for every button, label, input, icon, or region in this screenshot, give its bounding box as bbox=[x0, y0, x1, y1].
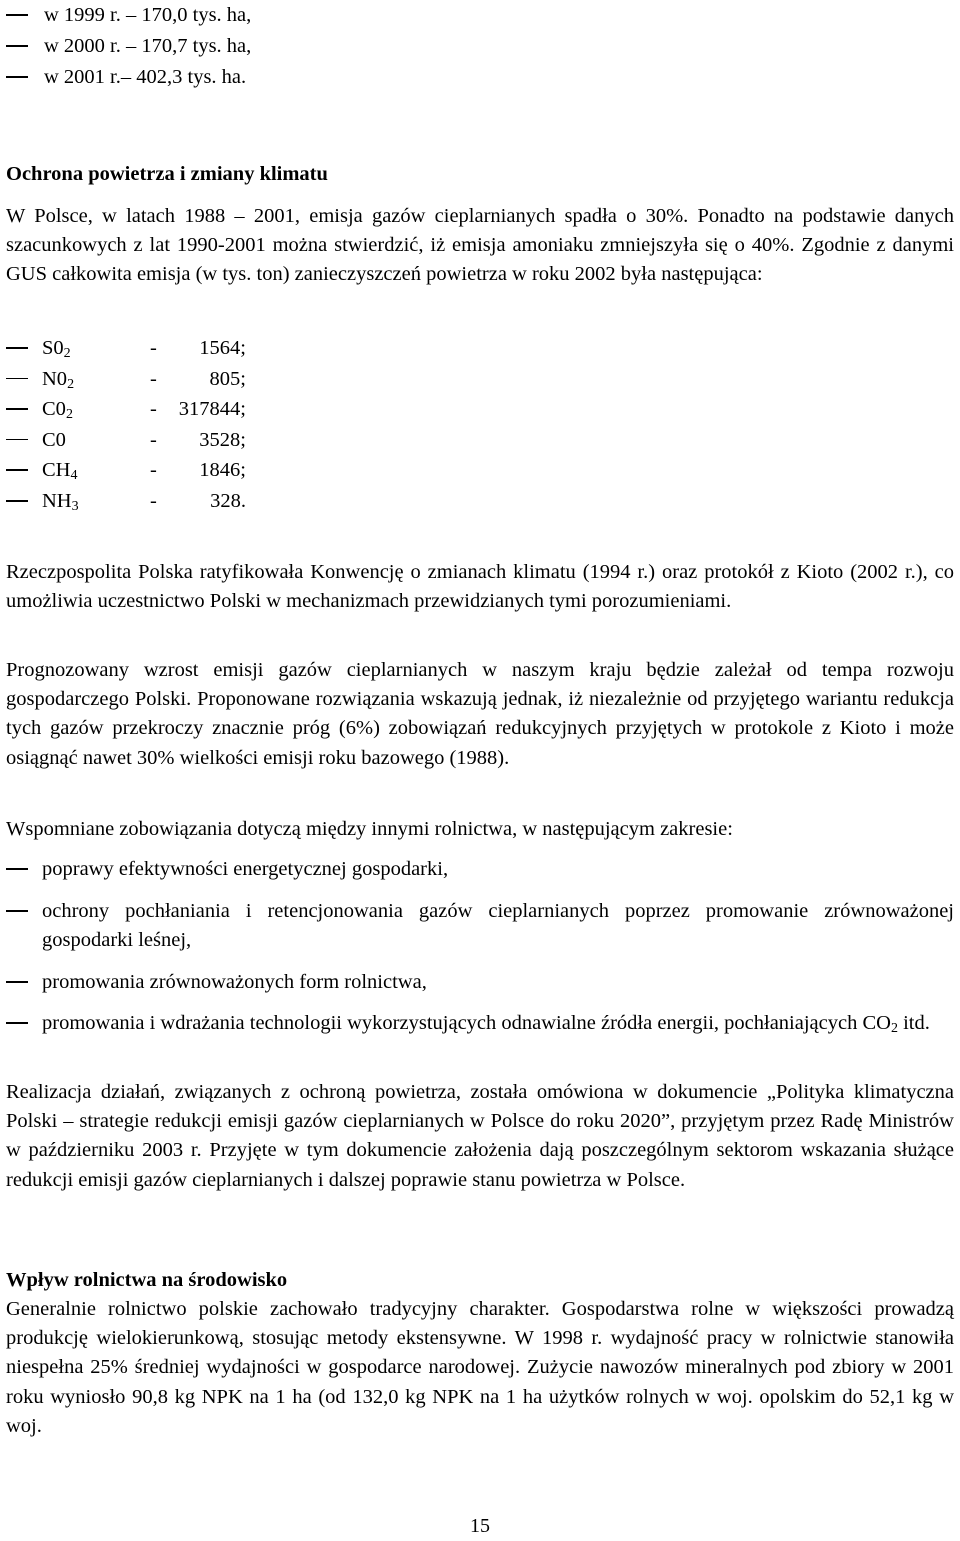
dash-icon bbox=[6, 425, 42, 456]
bullet-item: ochrony pochłaniania i retencjonowania gazów cieplarnianych poprzez promowanie zrównoważonej gospodarki leśnej, bbox=[6, 897, 954, 955]
emission-row: $NH_3 - 328$. bbox=[6, 486, 246, 517]
dash-icon bbox=[6, 394, 42, 425]
dash-icon bbox=[6, 486, 42, 517]
dash-icon bbox=[6, 333, 42, 364]
dash-icon bbox=[6, 364, 42, 395]
area-list bbox=[6, 0, 251, 93]
list-item: w 2001 r.– 402,3 tys. ha. bbox=[6, 62, 251, 93]
paragraph: Prognozowany wzrost emisji gazów cieplarnianych w naszym kraju będzie zależał od tempa rozwoju gospodarczego Polski. Proponowane rozwiązania wskazują jednak, iż niezależnie od przyjętego wariantu redukcja tych gazów przekroczy znacznie próg (6%) zobowiązań redukcyjnych przyjętych w protokole z Kioto i może osiągnąć nawet 30% wielkości emisji roku bazowego (1988). bbox=[6, 659, 954, 769]
emission-list bbox=[6, 333, 246, 517]
page-number: 15 bbox=[470, 1515, 490, 1537]
emission-row: $N0_2 - 805$; bbox=[6, 364, 246, 395]
list-item: w 2000 r. – 170,7 tys. ha, bbox=[6, 31, 251, 62]
dash-icon bbox=[6, 455, 42, 486]
paragraph: Rzeczpospolita Polska ratyfikowała Konwencję o zmianach klimatu (1994 r.) oraz protokół z Kioto (2002 r.), co umożliwia uczestnictwo Polski w mechanizmach przewidzianych tymi porozumieniami. bbox=[6, 561, 954, 613]
section-heading: Wpływ rolnictwa na środowisko bbox=[6, 1269, 288, 1291]
list-item: w 1999 r. – 170,0 tys. ha, bbox=[6, 0, 251, 31]
bullet-item: promowania zrównoważonych form rolnictwa, bbox=[6, 968, 954, 997]
bullet-item: poprawy efektywności energetycznej gospodarki, bbox=[6, 855, 954, 884]
emission-row: $S0_2 - 1564$; bbox=[6, 333, 246, 364]
section-heading: Ochrona powietrza i zmiany klimatu bbox=[6, 163, 328, 185]
emission-row: C0 - 3528; bbox=[6, 425, 246, 456]
emission-row: $C0_2 - 317844$; bbox=[6, 394, 246, 425]
dash-icon bbox=[6, 62, 30, 93]
paragraph: Generalnie rolnictwo polskie zachowało tradycyjny charakter. Gospodarstwa rolne w większości prowadzą produkcję wielokierunkową, stosując metody ekstensywne. W 1998 r. wydajność pracy w rolnictwie stanowiła niespełna 25% średniej wydajności w gospodarce narodowej. Zużycie nawozów mineralnych pod zbiory w 2001 roku wyniosło 90,8 kg NPK na 1 ha (od 132,0 kg NPK na 1 ha użytków rolnych w woj. opolskim do 52,1 kg w woj. bbox=[6, 1298, 954, 1437]
dash-icon bbox=[6, 968, 30, 997]
dash-icon bbox=[6, 0, 30, 31]
dash-icon bbox=[6, 31, 30, 62]
dash-icon bbox=[6, 1009, 30, 1038]
paragraph: W Polsce, w latach 1988 – 2001, emisja gazów cieplarnianych spadła o 30%. Ponadto na podstawie danych szacunkowych z lat 1990-2001 można stwierdzić, iż emisja amoniaku zmniejszyła się o 40%. Zgodnie z danymi GUS całkowita emisja (w tys. ton) zanieczyszczeń powietrza w roku 2002 była następująca: bbox=[6, 205, 954, 286]
bullet-item: promowania i wdrażania technologii wykorzystujących odnawialne źródła energii, pochłaniających $CO_2$ itd. bbox=[6, 1009, 954, 1038]
paragraph: Wspomniane zobowiązania dotyczą między innymi rolnictwa, w następującym zakresie: bbox=[6, 818, 733, 840]
dash-icon bbox=[6, 855, 30, 884]
paragraph: Realizacja działań, związanych z ochroną powietrza, została omówiona w dokumencie „Polityka klimatyczna Polski – strategie redukcji emisji gazów cieplarnianych w Polsce do roku 2020”, przyjętym przez Radę Ministrów w październiku 2003 r. Przyjęte w tym dokumencie założenia dają poszczególnym sektorom wskazania służące redukcji emisji gazów cieplarnianych i dalszej poprawie stanu powietrza w Polsce. bbox=[6, 1081, 954, 1191]
emission-row: $CH_4 - 1846$; bbox=[6, 455, 246, 486]
dash-icon bbox=[6, 897, 30, 926]
